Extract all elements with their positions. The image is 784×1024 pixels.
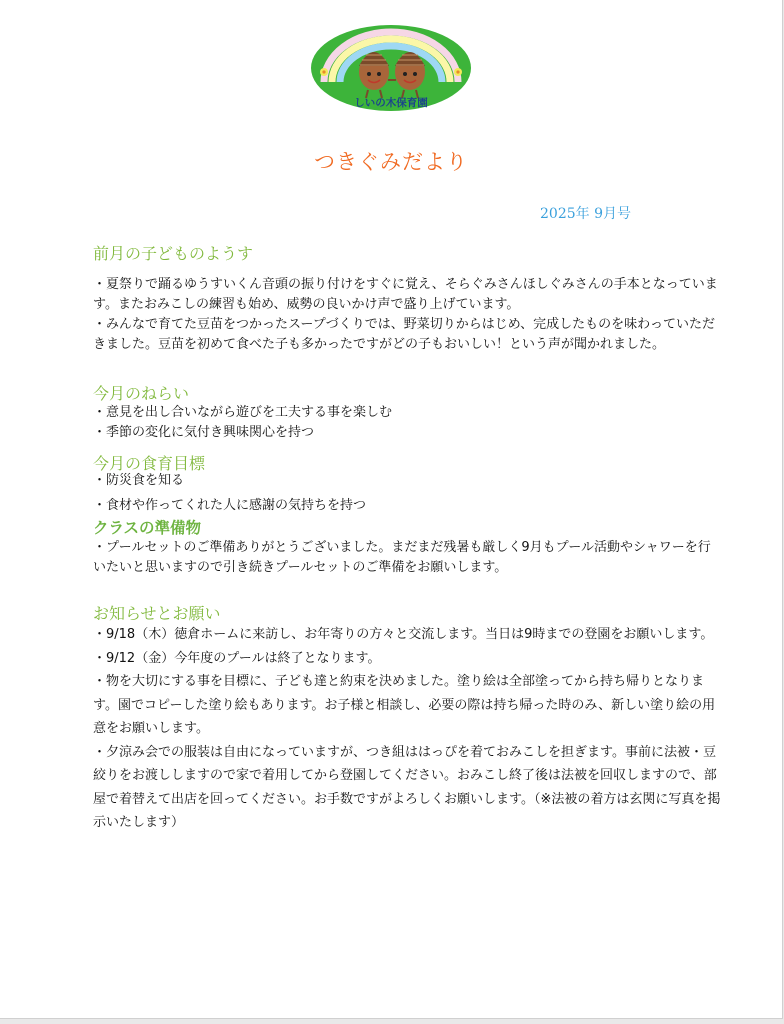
list-item: ・意見を出し合いながら遊びを工夫する事を楽しむ	[93, 405, 393, 420]
newsletter-title: つきぐみだより	[314, 150, 468, 174]
last-month-body	[93, 275, 723, 355]
list-item: ・9/12（金）今年度のプールは終了となります。	[93, 650, 381, 666]
section-heading-food: 今月の食育目標	[93, 454, 206, 473]
food-item: ・防災食を知る	[93, 473, 185, 488]
paragraph: ・夏祭りで踊るゆうすいくん音頭の振り付けをすぐに覚え、そらぐみさんほしぐみさんの手本となっています。またおみこしの練習も始め、威勢の良いかけ声で盛り上げています。	[93, 277, 718, 312]
notices-list	[93, 623, 723, 835]
section-heading-supplies: クラスの準備物	[93, 519, 202, 537]
flower-icon	[320, 68, 328, 76]
list-item: ・物を大切にする事を目標に、子ども達と約束を決めました。塗り絵は全部塗ってから持ち帰りとなります。園でコピーした塗り絵もあります。お子様と相談し、必要の際は持ち帰った時のみ、新しい塗り絵の用意をお願いします。	[93, 674, 716, 736]
nursery-logo	[310, 24, 472, 112]
list-item: ・夕涼み会での服装は自由になっていますが、つき組ははっぴを着ておみこしを担ぎます。事前に法被・豆絞りをお渡ししますので家で着用してから登園してください。おみこし終了後は法被を回収しますので、部屋で着替えて出店を回ってください。お手数ですがよろしくお願いします。（※法被の着方は玄関に写真を掲示いたします）	[93, 744, 721, 830]
list-item: ・9/18（木）徳倉ホームに来訪し、お年寄りの方々と交流します。当日は9時までの登園をお願いします。	[93, 627, 714, 642]
flower-icon	[454, 68, 462, 76]
food-item: ・食材や作ってくれた人に感謝の気持ちを持つ	[93, 498, 367, 513]
paragraph: ・みんなで育てた豆苗をつかったスープづくりでは、野菜切りからはじめ、完成したものを味わっていただきました。豆苗を初めて食べた子も多かったですがどの子もおいしい！という声が聞かれました。	[93, 317, 716, 352]
section-heading-notices: お知らせとお願い	[93, 604, 221, 623]
supplies-body: ・プールセットのご準備ありがとうございました。まだまだ残暑も厳しく9月もプール活動やシャワーを行いたいと思いますので引き続きプールセットのご準備をお願いします。	[93, 540, 711, 575]
logo-text: しいの木保育園	[354, 97, 428, 109]
list-item: ・季節の変化に気付き興味関心を持つ	[93, 425, 315, 440]
section-heading-aims: 今月のねらい	[93, 384, 190, 403]
aims-list	[93, 403, 723, 443]
section-heading-last-month: 前月の子どものようす	[93, 244, 254, 263]
issue-date: 2025年 9月号	[540, 206, 631, 222]
